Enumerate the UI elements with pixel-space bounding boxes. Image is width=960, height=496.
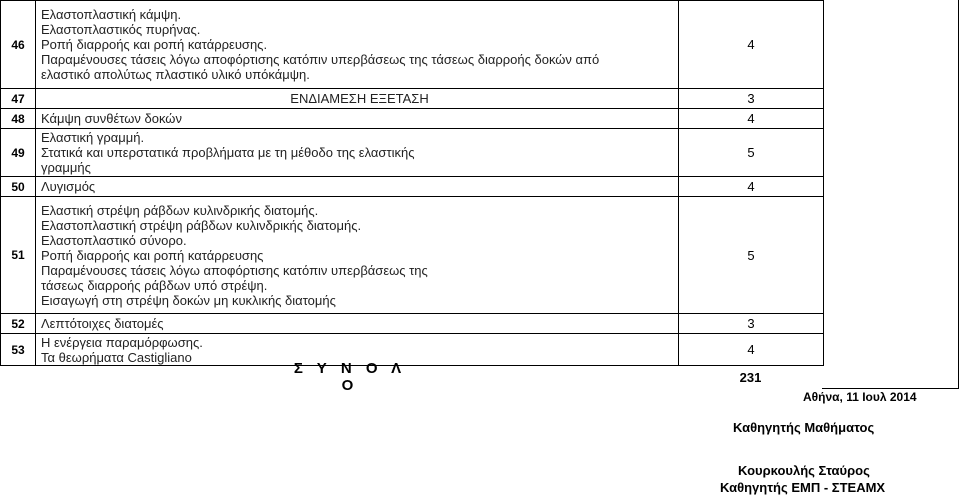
row-hours: 4 bbox=[679, 334, 824, 366]
row-number: 47 bbox=[1, 89, 36, 109]
signature-role: Καθηγητής Μαθήματος bbox=[733, 420, 875, 435]
topic-line: Στατικά και υπερστατικά προβλήματα με τη μέθοδο της ελαστικής bbox=[41, 145, 415, 160]
row-topic: Λεπτότοιχες διατομές bbox=[36, 314, 679, 334]
row-topic: ΕΝΔΙΑΜΕΣΗ ΕΞΕΤΑΣΗ bbox=[36, 89, 679, 109]
topic-line: Ελαστοπλαστικό σύνορο. bbox=[41, 232, 187, 248]
topic-line: Παραμένουσες τάσεις λόγω αποφόρτισης κατόπιν υπερβάσεως της bbox=[41, 262, 428, 278]
table-row bbox=[1, 109, 824, 129]
row-hours: 3 bbox=[679, 314, 824, 334]
topic-line: Ροπή διαρροής και ροπή κατάρρευσης. bbox=[41, 37, 268, 52]
total-value: 231 bbox=[739, 369, 762, 385]
table-row bbox=[1, 197, 824, 314]
topic-line: Ελαστική γραμμή. bbox=[41, 130, 145, 145]
row-hours: 4 bbox=[679, 1, 824, 89]
topic-line: Παραμένουσες τάσεις λόγω αποφόρτισης κατόπιν υπερβάσεως της τάσεως διαρροής δοκών από bbox=[41, 52, 600, 67]
row-number: 52 bbox=[1, 314, 36, 334]
row-number: 53 bbox=[1, 334, 36, 366]
topic-line: ελαστικό απολύτως πλαστικό υλικό υπόκάμψη. bbox=[41, 67, 310, 82]
row-number: 51 bbox=[1, 197, 36, 314]
row-topic bbox=[36, 197, 679, 314]
topic-line: Εισαγωγή στη στρέψη δοκών μη κυκλικής διατομής bbox=[41, 292, 336, 308]
table-row bbox=[1, 314, 824, 334]
topic-line: Ελαστική στρέψη ράβδων κυλινδρικής διατομής. bbox=[41, 202, 319, 218]
row-hours: 4 bbox=[679, 109, 824, 129]
signature-title: Καθηγητής ΕΜΠ - ΣΤΕΑΜΧ bbox=[720, 480, 886, 495]
total-row bbox=[290, 360, 823, 394]
topic-line: Τα θεωρήματα Castigliano bbox=[41, 349, 192, 365]
signature-date: Αθήνα, 11 Ιουλ 2014 bbox=[803, 390, 917, 404]
row-number: 50 bbox=[1, 177, 36, 197]
table-row bbox=[1, 1, 824, 89]
table-row bbox=[1, 334, 824, 366]
topic-line: γραμμής bbox=[41, 160, 91, 175]
right-frame bbox=[822, 0, 959, 389]
table-row bbox=[1, 89, 824, 109]
row-topic: Κάμψη συνθέτων δοκών bbox=[36, 109, 679, 129]
row-topic bbox=[36, 129, 679, 177]
row-hours: 3 bbox=[679, 89, 824, 109]
row-number: 48 bbox=[1, 109, 36, 129]
topic-line: Η ενέργεια παραμόρφωσης. bbox=[41, 334, 203, 350]
row-number: 49 bbox=[1, 129, 36, 177]
row-number: 46 bbox=[1, 1, 36, 89]
topic-line: Ελαστοπλαστική κάμψη. bbox=[41, 7, 182, 22]
row-hours: 5 bbox=[679, 197, 824, 314]
topic-line: Ελαστοπλαστική στρέψη ράβδων κυλινδρικής διατομής. bbox=[41, 217, 362, 233]
row-hours: 4 bbox=[679, 177, 824, 197]
row-hours: 5 bbox=[679, 129, 824, 177]
table-row bbox=[1, 177, 824, 197]
signature-name: Κουρκουλής Σταύρος bbox=[738, 463, 870, 478]
total-label: Σ Υ Ν Ο Λ Ο bbox=[293, 360, 407, 394]
table-row bbox=[1, 129, 824, 177]
topic-line: τάσεως διαρροής ράβδων υπό στρέψη. bbox=[41, 277, 268, 293]
row-topic bbox=[36, 1, 679, 89]
row-topic: Λυγισμός bbox=[36, 177, 679, 197]
topic-line: Ελαστοπλαστικός πυρήνας. bbox=[41, 22, 201, 37]
topic-line: Ροπή διαρροής και ροπή κατάρρευσης bbox=[41, 247, 264, 263]
